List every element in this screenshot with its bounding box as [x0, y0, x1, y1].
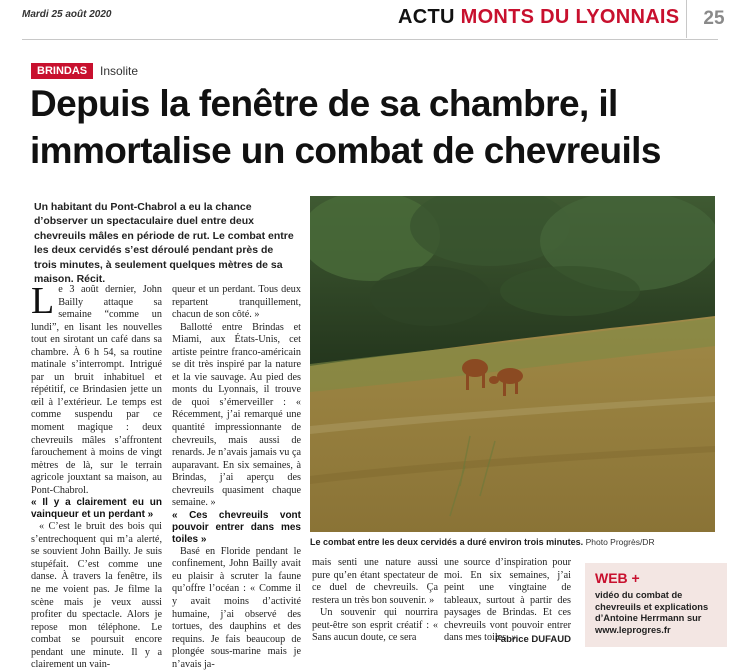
paragraph: Un souvenir qui nourrira peut-être son esprit créatif : « Sans aucun doute, ce sera: [312, 607, 438, 644]
deer-fight-photo: [310, 196, 715, 532]
headline-line-2: immortalise un combat de chevreuils: [30, 130, 661, 171]
issue-date: Mardi 25 août 2020: [22, 9, 112, 20]
caption-text: Le combat entre les deux cervidés a duré environ trois minutes.: [310, 537, 584, 547]
article-column-2: [172, 284, 301, 671]
paragraph: mais senti une nature aussi pure qu’en étant spectateur de ce duel de chevreuils. Ça restera un très bon souvenir. »: [312, 557, 438, 606]
author-signature: Fabrice DUFAUD: [494, 634, 571, 645]
section-title: [398, 6, 679, 29]
article-column-3: [312, 557, 438, 645]
page-number: 25: [686, 0, 740, 38]
paragraph: « C’est le bruit des bois qui s’entrechoquent qui m’a alerté, se souvient John Bailly. Je suis stupéfait. C’est comme une danse. À travers la fenêtre, ils ne me voient pas. Je filme la scène mais je veux aussi profiter du spectacle. Alors je repose mon téléphone. Le combat se poursuit encore pendant une minute. Il y a clairement un vain-: [31, 521, 162, 671]
paragraph: une source d’inspiration pour moi. En six semaines, j’ai peint une vingtaine de tableaux, surtout à partir des paysages de Brindas. Et ces chevreuils vont pouvoir entrer dans mes toiles. »: [444, 557, 571, 644]
photo-credit: Photo Progrès/DR: [585, 537, 655, 547]
article-lead: Un habitant du Pont-Chabrol a eu la chance d’observer un spectaculaire duel entre deux chevreuils mâles en période de rut. Le combat entre les deux cervidés s’est déroulé pendant près de trois minutes, à seulement quelques mètres de sa maison. Récit.: [34, 201, 294, 286]
photo-caption: [310, 536, 718, 548]
article-column-4: [444, 557, 571, 645]
headline: [30, 80, 730, 174]
section-name: MONTS DU LYONNAIS: [460, 6, 680, 28]
subheading: « Il y a clairement eu un vainqueur et un perdant »: [31, 497, 162, 521]
header-divider: [22, 39, 718, 40]
article-column-1: [31, 280, 162, 672]
kicker: Insolite: [100, 64, 139, 78]
web-box-title: WEB +: [595, 570, 640, 586]
paragraph: Basé en Floride pendant le confinement, John Bailly avait eu plaisir à scruter la faune qu’offre l’océan : « Comme il y avait moins d’activité humaine, j’ai observé des tortues, des dauphins et des requins. Je fais beaucoup de plongée sous-marine mais je n’avais ja-: [172, 545, 301, 670]
paragraph: [31, 280, 162, 497]
drop-cap: L: [31, 280, 55, 322]
headline-line-1: Depuis la fenêtre de sa chambre, il: [30, 83, 618, 124]
web-box-text[interactable]: vidéo du combat de chevreuils et explications d’Antoine Herrmann sur www.leprogres.fr: [595, 590, 709, 635]
paragraph: queur et un perdant. Tous deux repartent tranquillement, chacun de son côté. »: [172, 284, 301, 321]
subheading: « Ces chevreuils vont pouvoir entrer dans mes toiles »: [172, 509, 301, 545]
section-prefix: ACTU: [398, 6, 455, 28]
location-tag: BRINDAS: [31, 63, 93, 79]
paragraph-text: e 3 août dernier, John Bailly attaque sa semaine “comme un lundi”, en lisant les nouvelles tout en sirotant un café dans sa chambre. À 6 h 54, sa routine matinale s’interrompt. Intrigué par un bruit inhabituel et répétitif, ce Brindasien jette un œil à l’extérieur. Le temps est comme suspendu par ce moment magique : deux chevreuils mâles s’affrontent farouchement à moins de vingt mètres de là, sur le terrain agricole jouxtant sa maison, au Pont-Chabrol.: [31, 284, 162, 496]
paragraph: Ballotté entre Brindas et Miami, aux États-Unis, cet artiste peintre franco-américain se dit très inspiré par la nature et la vie sauvage. Au pied des monts du Lyonnais, il trouve de quoi s’émerveiller : « Récemment, j’ai remarqué une quantité impressionnante de chevreuils, mais aussi de renards. Je n’avais jamais vu ça auparavant. En six semaines, à Brindas, j’ai aperçu des chevreuils quasiment chaque semaine. »: [172, 321, 301, 509]
